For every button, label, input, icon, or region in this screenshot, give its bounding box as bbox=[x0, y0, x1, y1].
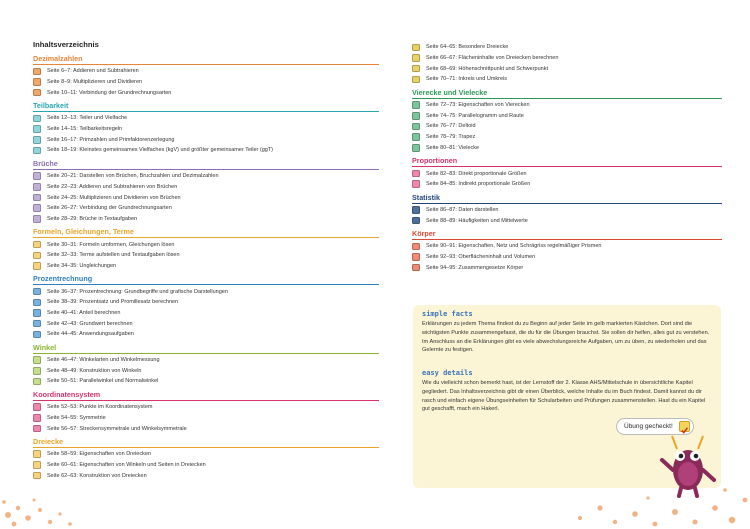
section-heading: Dezimalzahlen bbox=[33, 54, 379, 65]
toc-entry-text: Seite 24–25: Multiplizieren und Dividieren von Brüchen bbox=[47, 194, 181, 201]
toc-entry bbox=[33, 365, 379, 376]
completion-checkbox[interactable] bbox=[412, 217, 420, 225]
toc-entry-text: Seite 10–11: Verbindung der Grundrechnungsarten bbox=[47, 89, 172, 96]
toc-entry bbox=[33, 355, 379, 366]
toc-section bbox=[412, 193, 722, 226]
section-heading: Teilbarkeit bbox=[33, 101, 379, 112]
toc-entry bbox=[33, 308, 379, 319]
section-heading: Vierecke und Vielecke bbox=[412, 88, 722, 99]
bubble-text: Übung gecheckt! bbox=[624, 423, 673, 430]
completion-checkbox[interactable] bbox=[33, 299, 41, 307]
toc-entry bbox=[412, 53, 722, 64]
simple-facts-text: Erklärungen zu jedem Thema findest du zu Beginn auf jeder Seite im gelb markierten Kästchen. Dort sind die wichtigsten Punkte zusammengefasst, die du für die Übungen brauchst. Sie sollen dir helfen, alles gut zu verstehen. Im Anschluss an die Erklärungen gibt es viele abwechslungsreiche Aufgaben, um zu üben, zu wiederholen und das Gelernte zu festigen. bbox=[422, 321, 710, 354]
toc-entry bbox=[33, 261, 379, 272]
toc-entry bbox=[412, 42, 722, 53]
toc-entry bbox=[412, 215, 722, 226]
toc-entry-text: Seite 18–19: Kleinstes gemeinsames Vielfaches (kgV) und größter gemeinsamer Teiler (ggT) bbox=[47, 147, 274, 154]
toc-entry-text: Seite 44–45: Anwendungsaufgaben bbox=[47, 331, 134, 338]
toc-entry bbox=[33, 460, 379, 471]
completion-checkbox[interactable] bbox=[33, 68, 41, 76]
completion-checkbox[interactable] bbox=[33, 309, 41, 317]
toc-entry-text: Seite 94–95: Zusammengesetze Körper bbox=[426, 264, 524, 271]
completion-checkbox[interactable] bbox=[412, 253, 420, 261]
toc-entry bbox=[412, 168, 722, 179]
toc-entry-text: Seite 80–81: Vielecke bbox=[426, 144, 480, 151]
completion-checkbox[interactable] bbox=[33, 288, 41, 296]
completion-checkbox[interactable] bbox=[33, 262, 41, 270]
toc-entry bbox=[33, 250, 379, 261]
toc-entry bbox=[33, 66, 379, 77]
toc-entry-text: Seite 20–21: Darstellen von Brüchen, Bruchzahlen und Dezimalzahlen bbox=[47, 173, 219, 180]
toc-entry-text: Seite 16–17: Primzahlen und Primfaktorenzerlegung bbox=[47, 136, 175, 143]
decorative-dots-left bbox=[0, 470, 90, 529]
toc-entry bbox=[33, 113, 379, 124]
toc-entry-text: Seite 8–9: Multiplizieren und Dividieren bbox=[47, 79, 143, 86]
toc-entry-text: Seite 84–85: Indirekt proportionale Größen bbox=[426, 181, 531, 188]
toc-entry bbox=[33, 423, 379, 434]
right-top-entries bbox=[412, 42, 722, 85]
toc-entry-text: Seite 74–75: Parallelogramm und Raute bbox=[426, 112, 524, 119]
toc-section bbox=[33, 227, 379, 271]
completion-checkbox[interactable] bbox=[33, 378, 41, 386]
toc-entry-text: Seite 92–93: Oberflächeninhalt und Volumen bbox=[426, 253, 536, 260]
easy-details-text: Wie du vielleicht schon bemerkt hast, ist der Lernstoff der 2. Klasse AHS/Mittelschule in übersichtliche Kapitel gegliedert. Das Inhaltsverzeichnis gibt dir einen Überblick, welche Inhalte du im Buch findest. Damit kannst du dir rasch und einfach eigene Übungseinheiten für Schularbeiten und Prüfungen zusammenstellen. Hast du ein Kapitel gut geschafft, mach ein Hakerl. bbox=[422, 380, 706, 413]
completion-checkbox[interactable] bbox=[412, 44, 420, 52]
toc-entry-text: Seite 38–39: Prozentsatz und Promillesatz berechnen bbox=[47, 299, 179, 306]
toc-entry-text: Seite 54–55: Symmetrie bbox=[47, 414, 106, 421]
completion-checkbox[interactable] bbox=[33, 241, 41, 249]
toc-entry bbox=[33, 376, 379, 387]
completion-checkbox[interactable] bbox=[412, 54, 420, 62]
toc-entry bbox=[33, 318, 379, 329]
completion-checkbox[interactable] bbox=[33, 78, 41, 86]
completion-checkbox[interactable] bbox=[33, 172, 41, 180]
section-heading: Körper bbox=[412, 229, 722, 240]
toc-entry-text: Seite 12–13: Teiler und Vielfache bbox=[47, 115, 128, 122]
section-heading: Brüche bbox=[33, 159, 379, 170]
completion-checkbox[interactable] bbox=[33, 204, 41, 212]
toc-entry bbox=[412, 262, 722, 273]
toc-entry bbox=[33, 239, 379, 250]
toc-entry bbox=[412, 179, 722, 190]
completion-checkbox[interactable] bbox=[412, 101, 420, 109]
completion-checkbox[interactable] bbox=[33, 252, 41, 260]
toc-entry bbox=[33, 449, 379, 460]
toc-entry-text: Seite 58–59: Eigenschaften von Dreiecken bbox=[47, 451, 151, 458]
completion-checkbox[interactable] bbox=[33, 215, 41, 223]
completion-checkbox[interactable] bbox=[33, 356, 41, 364]
completion-checkbox[interactable] bbox=[33, 125, 41, 133]
toc-entry bbox=[412, 205, 722, 216]
toc-entry bbox=[412, 252, 722, 263]
toc-entry bbox=[33, 87, 379, 98]
toc-entry-text: Seite 68–69: Höhenschnittpunkt und Schwerpunkt bbox=[426, 65, 548, 72]
section-heading: Dreiecke bbox=[33, 437, 379, 448]
completion-checkbox[interactable] bbox=[412, 170, 420, 178]
toc-right-column bbox=[412, 42, 722, 275]
toc-entry-text: Seite 36–37: Prozentrechnung: Grundbegriffe und grafische Darstellungen bbox=[47, 288, 228, 295]
toc-entry bbox=[33, 134, 379, 145]
completion-checkbox[interactable] bbox=[412, 112, 420, 120]
toc-entry-text: Seite 6–7: Addieren und Subtrahieren bbox=[47, 68, 139, 75]
completion-checkbox[interactable] bbox=[412, 144, 420, 152]
section-heading: Prozentrechnung bbox=[33, 274, 379, 285]
toc-entry bbox=[412, 110, 722, 121]
toc-section bbox=[33, 274, 379, 339]
section-heading: Koordinatensystem bbox=[33, 390, 379, 401]
toc-section bbox=[33, 54, 379, 98]
toc-entry-text: Seite 70–71: Inkreis und Umkreis bbox=[426, 76, 508, 83]
completion-checkbox[interactable] bbox=[33, 147, 41, 155]
completion-checkbox[interactable] bbox=[33, 414, 41, 422]
toc-entry bbox=[412, 63, 722, 74]
toc-entry bbox=[33, 192, 379, 203]
toc-entry-text: Seite 76–77: Deltoid bbox=[426, 123, 476, 130]
toc-title: Inhaltsverzeichnis bbox=[33, 40, 99, 49]
toc-entry bbox=[33, 402, 379, 413]
toc-entry-text: Seite 62–63: Konstruktion von Dreiecken bbox=[47, 472, 147, 479]
completion-checkbox[interactable] bbox=[33, 331, 41, 339]
toc-section bbox=[412, 88, 722, 153]
toc-section bbox=[33, 343, 379, 387]
toc-entry-text: Seite 90–91: Eigenschaften, Netz und Schrägriss regelmäßiger Prismen bbox=[426, 243, 602, 250]
section-heading: Proportionen bbox=[412, 156, 722, 167]
completion-checkbox[interactable] bbox=[412, 264, 420, 272]
completion-checkbox[interactable] bbox=[33, 425, 41, 433]
section-heading: Formeln, Gleichungen, Terme bbox=[33, 227, 379, 238]
toc-entry bbox=[33, 286, 379, 297]
toc-entry-text: Seite 32–33: Terme aufstellen und Textaufgaben lösen bbox=[47, 252, 180, 259]
toc-section bbox=[33, 159, 379, 224]
toc-entry-text: Seite 14–15: Teilbarkeitsregeln bbox=[47, 126, 123, 133]
toc-entry bbox=[33, 77, 379, 88]
toc-entry bbox=[33, 297, 379, 308]
toc-entry bbox=[33, 329, 379, 340]
toc-entry-text: Seite 88–89: Häufigkeiten und Mittelwerte bbox=[426, 217, 528, 224]
toc-entry-text: Seite 66–67: Flächeninhalte von Dreiecken berechnen bbox=[426, 55, 559, 62]
toc-section bbox=[412, 229, 722, 273]
right-sections bbox=[412, 88, 722, 273]
toc-entry bbox=[412, 143, 722, 154]
toc-entry-text: Seite 56–57: Streckensymmetrale und Winkelsymmetrale bbox=[47, 425, 187, 432]
toc-section bbox=[33, 390, 379, 434]
toc-entry bbox=[33, 413, 379, 424]
completion-checkbox[interactable] bbox=[33, 136, 41, 144]
toc-entry-text: Seite 52–53: Punkte im Koordinatensystem bbox=[47, 404, 153, 411]
toc-entry bbox=[33, 182, 379, 193]
toc-entry-text: Seite 26–27: Verbindung der Grundrechnungsarten bbox=[47, 205, 172, 212]
completion-checkbox[interactable] bbox=[33, 403, 41, 411]
toc-entry-text: Seite 60–61: Eigenschaften von Winkeln und Seiten in Dreiecken bbox=[47, 461, 206, 468]
toc-entry bbox=[33, 214, 379, 225]
toc-entry-text: Seite 64–65: Besondere Dreiecke bbox=[426, 44, 509, 51]
decorative-dots-right bbox=[560, 478, 750, 529]
completion-checkbox[interactable] bbox=[33, 194, 41, 202]
left-sections bbox=[33, 54, 379, 481]
toc-entry-text: Seite 50–51: Parallelwinkel und Normalwinkel bbox=[47, 378, 159, 385]
completion-checkbox[interactable] bbox=[412, 243, 420, 251]
toc-entry-text: Seite 30–31: Formeln umformen, Gleichungen lösen bbox=[47, 241, 175, 248]
toc-entry bbox=[33, 124, 379, 135]
toc-entry-text: Seite 40–41: Anteil berechnen bbox=[47, 310, 121, 317]
toc-entry-text: Seite 72–73: Eigenschaften von Vierecken bbox=[426, 102, 530, 109]
completion-checkbox[interactable] bbox=[412, 180, 420, 188]
completion-checkbox[interactable] bbox=[412, 65, 420, 73]
completion-checkbox[interactable] bbox=[412, 76, 420, 84]
toc-section bbox=[412, 42, 722, 85]
completion-checkbox[interactable] bbox=[33, 320, 41, 328]
completion-checkbox[interactable] bbox=[412, 123, 420, 131]
toc-entry bbox=[412, 132, 722, 143]
completion-checkbox[interactable] bbox=[33, 367, 41, 375]
toc-left-column bbox=[33, 40, 379, 483]
completion-checkbox[interactable] bbox=[33, 183, 41, 191]
toc-entry-text: Seite 86–87: Daten darstellen bbox=[426, 206, 499, 213]
simple-facts-heading: simple facts bbox=[422, 310, 473, 318]
section-heading: Statistik bbox=[412, 193, 722, 204]
easy-details-heading: easy details bbox=[422, 369, 473, 377]
toc-entry bbox=[412, 121, 722, 132]
toc-entry bbox=[412, 241, 722, 252]
toc-entry-text: Seite 46–47: Winkelarten und Winkelmessung bbox=[47, 357, 160, 364]
completion-checkbox[interactable] bbox=[412, 133, 420, 141]
section-heading: Winkel bbox=[33, 343, 379, 354]
completion-checkbox[interactable] bbox=[33, 450, 41, 458]
toc-entry bbox=[33, 145, 379, 156]
toc-entry-text: Seite 78–79: Trapez bbox=[426, 134, 476, 141]
completion-checkbox[interactable] bbox=[33, 461, 41, 469]
toc-entry-text: Seite 48–49: Konstruktion von Winkeln bbox=[47, 367, 142, 374]
toc-section bbox=[33, 101, 379, 156]
toc-entry-text: Seite 82–83: Direkt proportionale Größen bbox=[426, 170, 527, 177]
toc-entry bbox=[412, 74, 722, 85]
toc-entry bbox=[412, 100, 722, 111]
completion-checkbox[interactable] bbox=[33, 89, 41, 97]
toc-entry-text: Seite 22–23: Addieren und Subtrahieren von Brüchen bbox=[47, 183, 178, 190]
toc-entry bbox=[33, 171, 379, 182]
toc-entry-text: Seite 28–29: Brüche in Textaufgaben bbox=[47, 215, 138, 222]
toc-entry-text: Seite 42–43: Grundwert berechnen bbox=[47, 320, 133, 327]
completion-checkbox[interactable] bbox=[33, 115, 41, 123]
completion-checkbox[interactable] bbox=[412, 206, 420, 214]
toc-entry bbox=[33, 203, 379, 214]
toc-entry-text: Seite 34–35: Ungleichungen bbox=[47, 262, 117, 269]
toc-section bbox=[412, 156, 722, 189]
